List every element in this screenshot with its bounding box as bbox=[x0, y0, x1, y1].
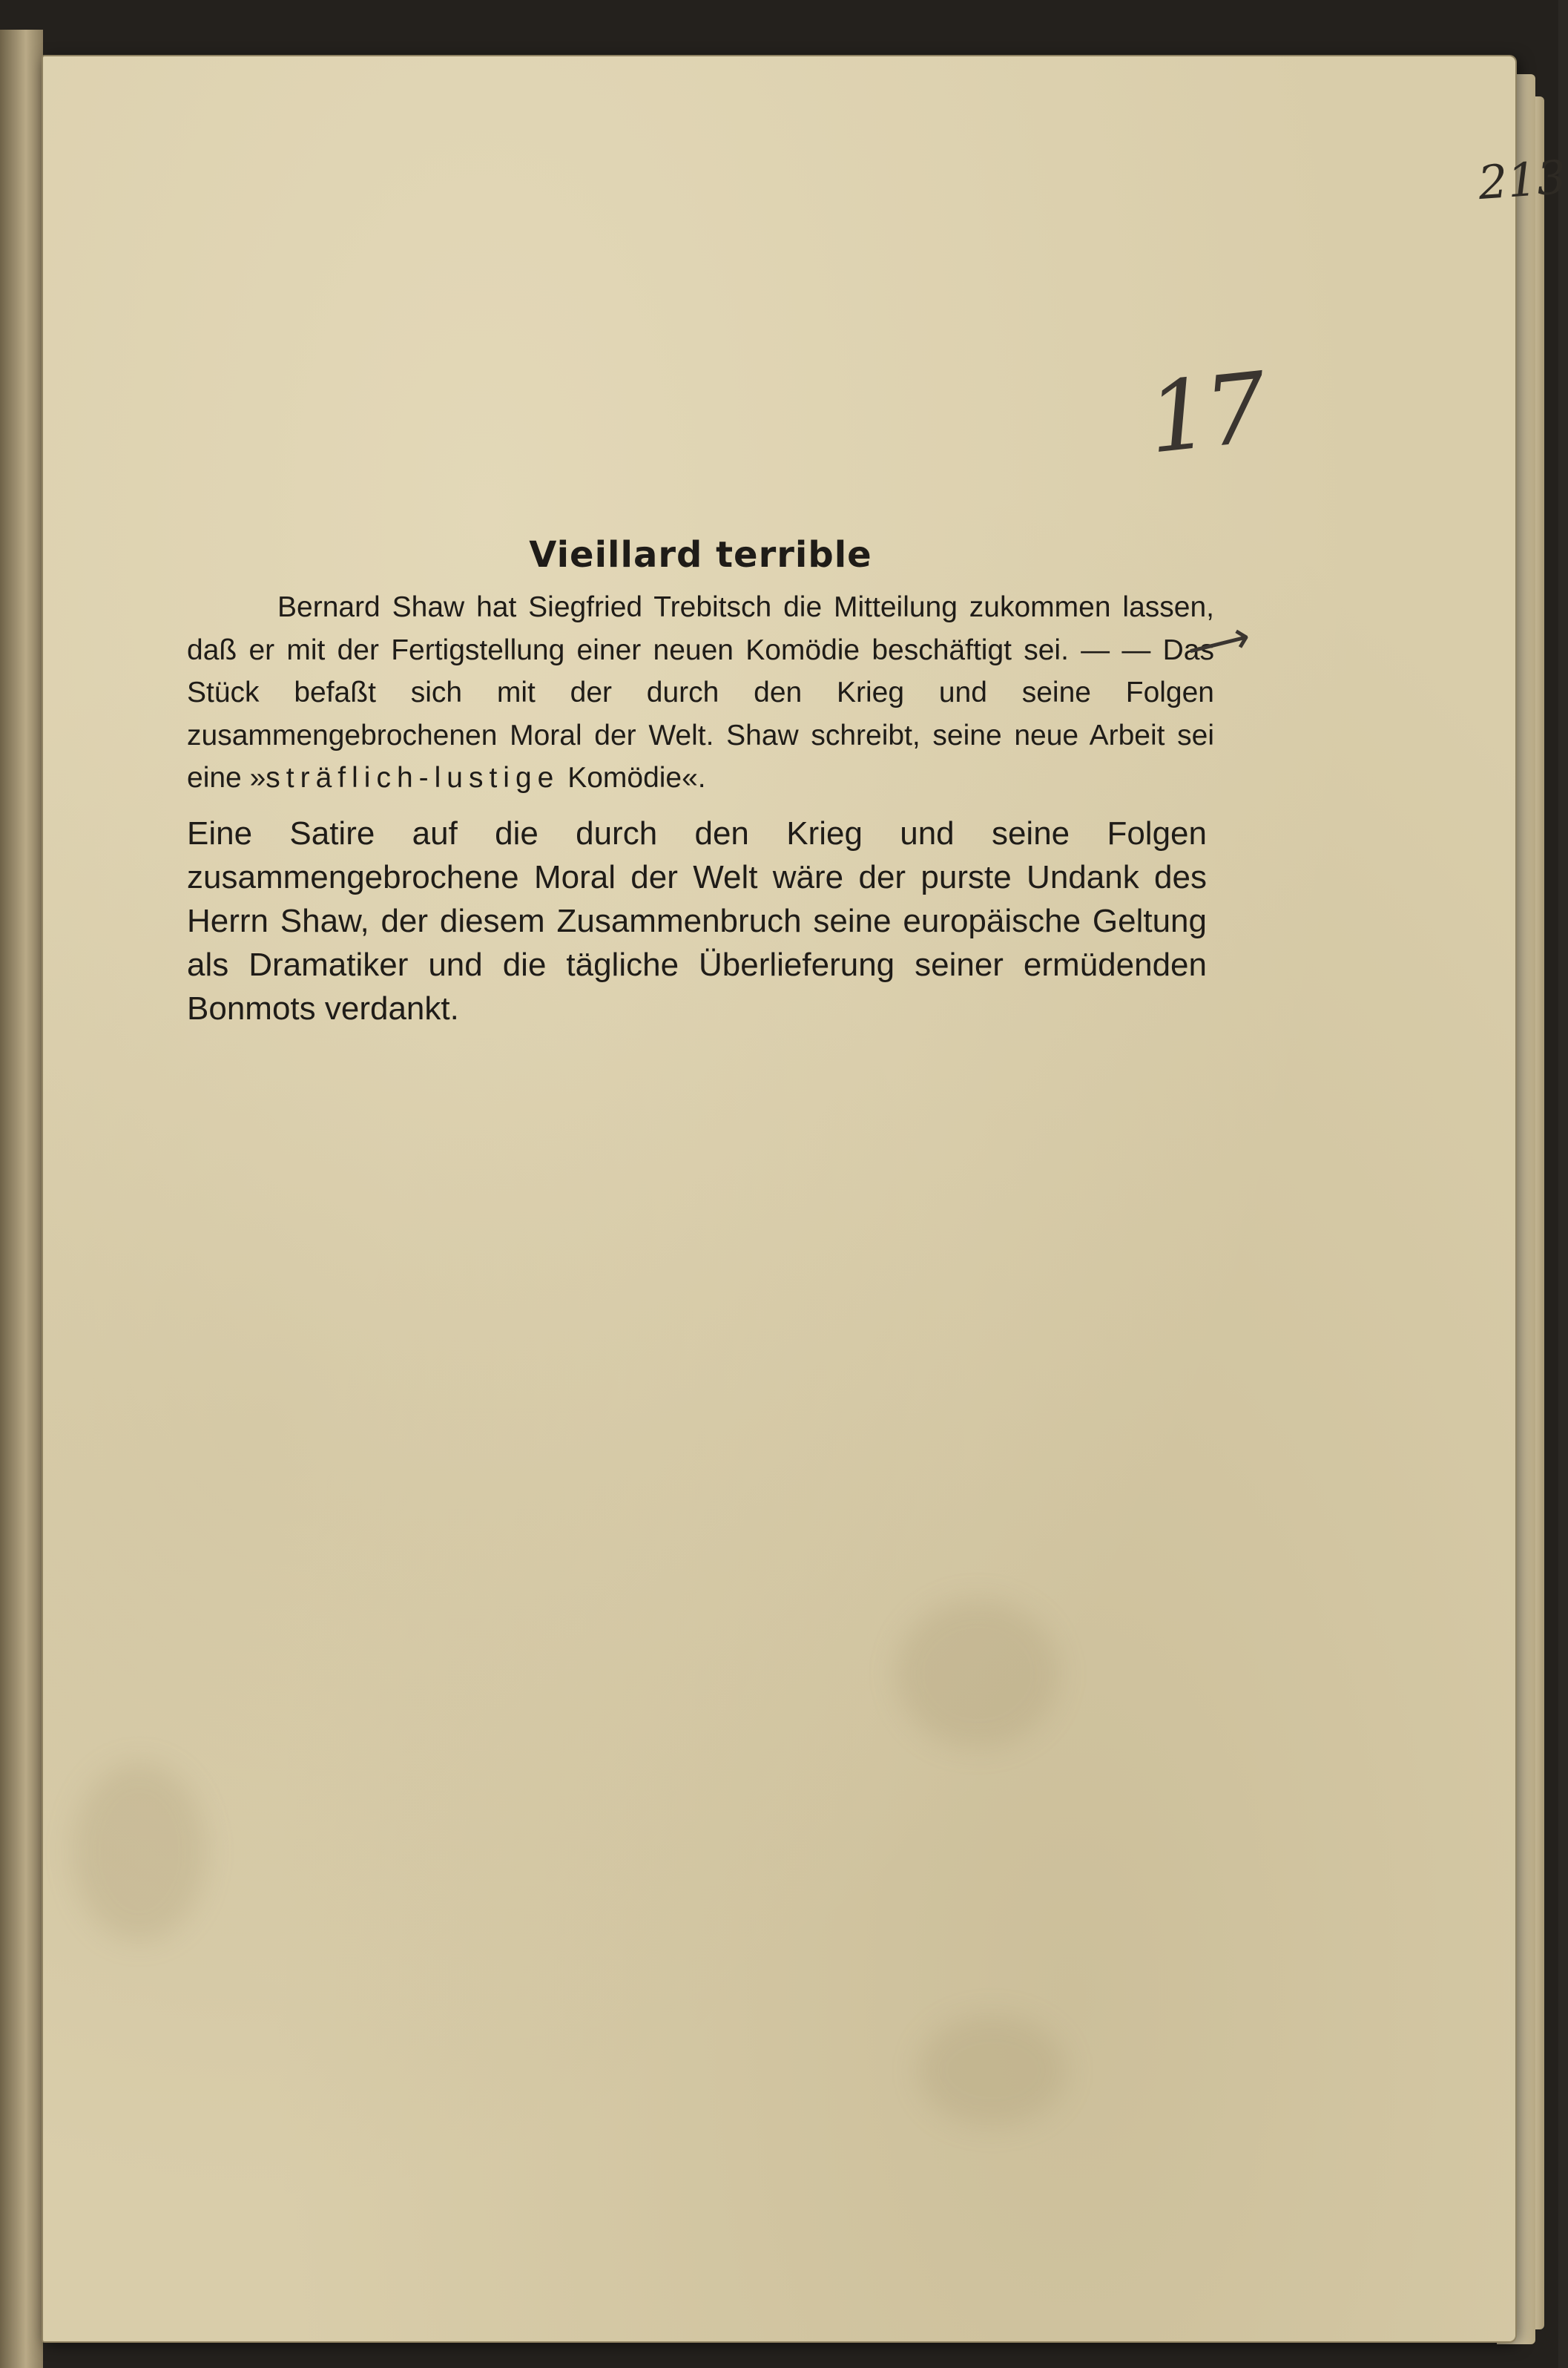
handwritten-folio-number: 213 bbox=[1476, 149, 1568, 211]
handwritten-page-number: 17 bbox=[1142, 351, 1268, 476]
book-binding-edge bbox=[0, 30, 43, 2368]
article-title: Vieillard terrible bbox=[529, 534, 872, 576]
handwritten-arrow-icon: ⟶ bbox=[1181, 610, 1256, 677]
quote-spaced-phrase: sträflich-lustige bbox=[266, 762, 560, 794]
article-quote-paragraph bbox=[187, 586, 1214, 800]
paper-page bbox=[43, 56, 1568, 2341]
commentary-paragraph: Eine Satire auf die durch den Krieg und seine Folgen zusammengebrochene Moral der Welt wäre der purste Undank des Herrn Shaw, der diesem Zusammenbruch seine europäische Geltung als Dramatiker und die tägliche Überlieferung seiner ermüdenden Bonmots verdankt. bbox=[187, 815, 1207, 1027]
paper-stain bbox=[918, 2015, 1067, 2126]
quote-text-end: Komödie«. bbox=[559, 762, 706, 794]
quote-text: Bernard Shaw hat Siegfried Trebitsch die Mitteilung zukommen lassen, daß er mit der Fertigstellung einer neuen Komödie beschäftigt sei. — — Das Stück befaßt sich mit der durch den Krieg und seine Folgen zusammengebrochenen Moral der Welt. Shaw schreibt, seine neue Arbeit sei eine » bbox=[187, 591, 1214, 794]
paper-stain bbox=[73, 1763, 206, 1941]
paper-stain bbox=[896, 1599, 1059, 1748]
article-clipping bbox=[187, 534, 1214, 1063]
